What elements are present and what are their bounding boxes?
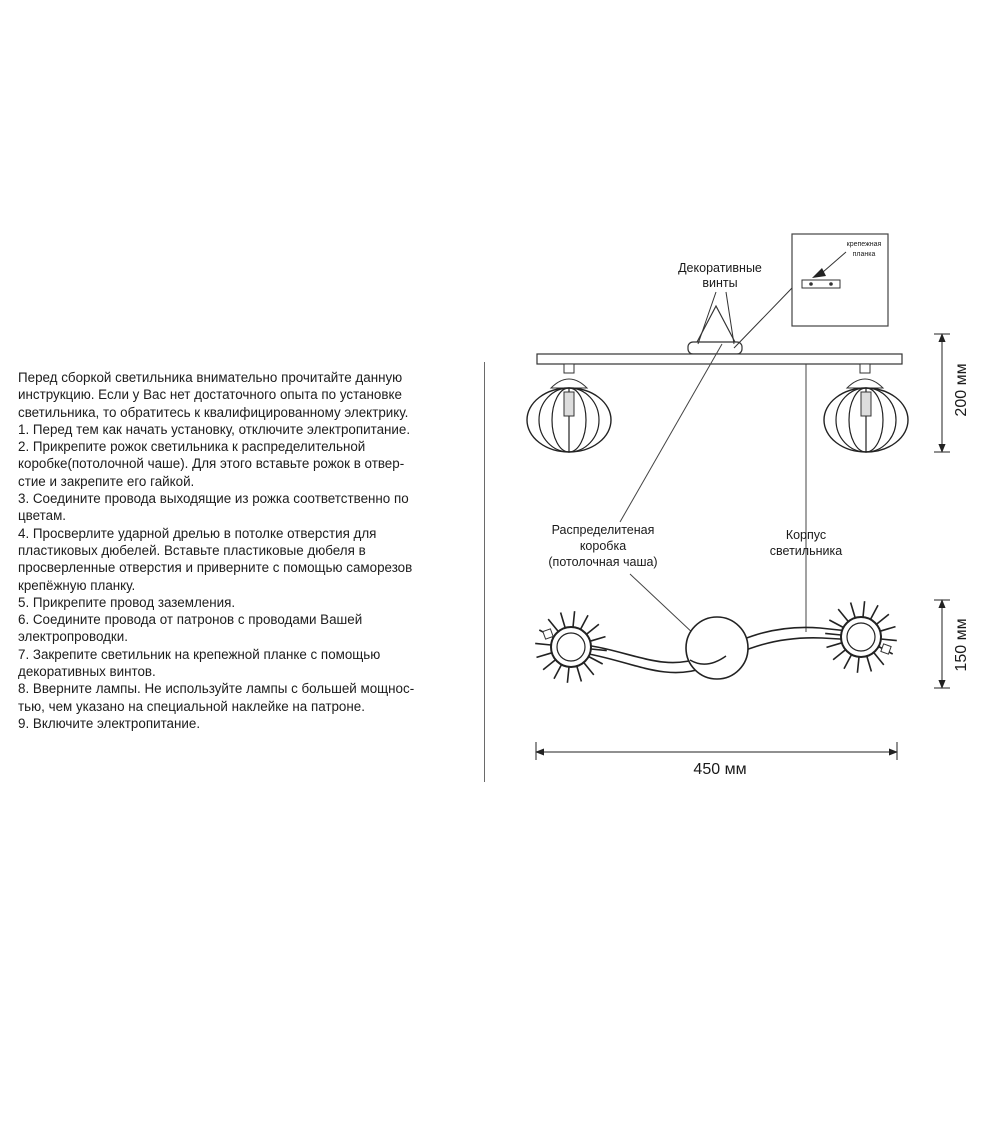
shade-spoke [867,656,872,671]
instruction-line: 8. Вверните лампы. Не используйте лампы с большей мощнос- [18,681,415,697]
mounting-plate-detail [734,234,888,348]
instruction-line: 6. Соедините провода от патронов с проводами Вашей [18,612,363,628]
shade-spoke [827,643,842,648]
shade-spoke [863,601,865,617]
instruction-line: 5. Прикрепите провод заземления. [18,594,236,610]
right-top-shade [825,601,897,673]
instruction-line: электропроводки. [18,629,128,645]
shade-spoke [857,657,859,673]
decorative-screws-label: винты [702,276,738,290]
shade-spoke [881,639,897,641]
instruction-line: Перед сборкой светильника внимательно прочитайте данную [18,370,403,385]
right-lamp-socket [861,392,871,416]
instruction-line: тью, чем указано на специальной наклейке на патроне. [18,698,365,714]
shade-spoke [577,666,582,681]
shade-spoke [535,643,551,645]
instruction-line: инструкцию. Если у Вас нет достаточного опыта по установке [18,387,402,403]
instruction-line: светильника, то обратитесь к квалифицированному электрику. [18,404,409,420]
shade-spoke [833,650,845,660]
shade-spoke [838,609,848,621]
shade-spoke [554,665,562,679]
instruction-line: 3. Соедините провода выходящие из рожка соответственно по [18,491,409,507]
decorative-screws-label: Декоративные [678,261,762,275]
left-top-socket [543,629,553,639]
screw-hole [829,282,833,286]
shade-spoke [590,637,605,642]
top-height-dimension-label: 150 мм [953,618,970,672]
mounting-plate-label: крепежная [846,241,882,248]
left-lamp-socket [564,392,574,416]
shade-spoke [880,627,895,632]
instruction-line: декоративных винтов. [18,664,156,680]
shade-spoke [829,620,843,628]
junction-box-pointer-top [620,344,722,522]
body-label: светильника [769,544,843,558]
top-canopy [686,617,748,679]
junction-box-label: Распределитеная [551,523,655,537]
shade-spoke [877,614,889,624]
shade-spoke [543,660,555,670]
shade-spoke [874,653,884,665]
shade-spoke [844,655,852,669]
shade-spoke [589,657,603,665]
instruction-line: пластиковых дюбелей. Вставьте пластиковые дюбеля в [18,542,366,558]
right-shade-cap [847,379,883,388]
instruction-line: крепёжную планку. [18,577,136,593]
body-label: Корпус [785,528,827,542]
shade-spoke [825,633,841,635]
instruction-line: просверленные отверстия и приверните с помощью саморезов [18,560,413,576]
left-shade [527,364,611,452]
junction-box-label: коробка [579,539,627,553]
junction-box-pointer-bottom [630,574,696,636]
canopy-cone [696,306,736,344]
height-dimension-label: 200 мм [953,363,970,417]
left-shade-cap [551,379,587,388]
instruction-line: 9. Включите электропитание. [18,715,201,731]
instruction-line: 4. Просверлите ударной дрелью в потолке отверстия для [18,525,377,541]
instruction-line: cтие и закрепите его гайкой. [18,473,195,489]
instruction-line: цветам. [18,508,66,524]
shade-spoke [851,603,856,618]
shade-spoke [587,624,599,634]
junction-box-label: (потолочная чаша) [548,555,658,569]
instruction-line: 2. Прикрепите рожок светильника к распределительной [18,439,366,455]
shade-spoke [573,611,575,627]
instruction-line: коробке(потолочной чаше). Для этого вставьте рожок в отвер- [18,456,405,472]
top-view [535,600,970,778]
shade-spoke [584,663,594,675]
shade-spoke [567,667,569,683]
shade-spoke [871,605,879,619]
side-view [527,234,970,565]
left-shade-holder [564,364,574,373]
lamp-bar [537,354,902,364]
shade-spoke [561,613,566,628]
instruction-line: 1. Перед тем как начать установку, отключите электропитание. [18,421,411,437]
right-shade-holder [860,364,870,373]
mounting-plate [802,280,840,288]
detail-leader-line [734,288,792,348]
shade-spoke [537,653,552,658]
shade-spoke [581,615,589,629]
right-shade [824,364,908,452]
screw-hole [809,282,813,286]
instruction-line: 7. Закрепите светильник на крепежной планке с помощью [18,646,381,662]
mounting-plate-label: планка [852,251,876,258]
width-dimension-label: 450 мм [693,761,747,778]
